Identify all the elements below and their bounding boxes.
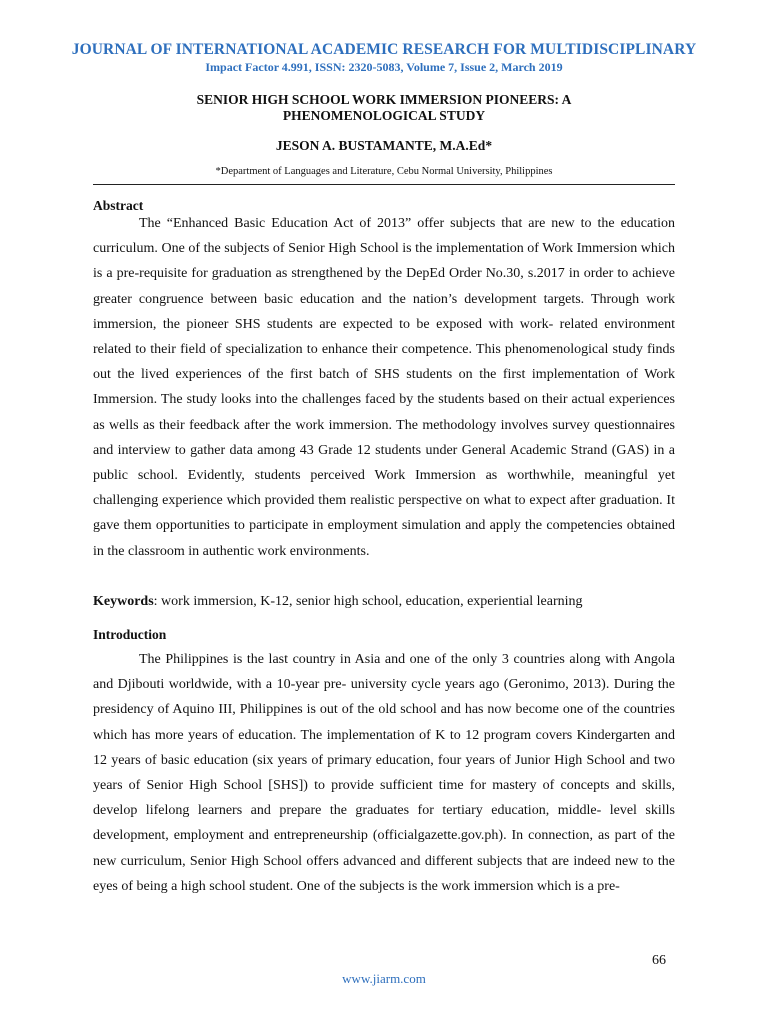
journal-name: JOURNAL OF INTERNATIONAL ACADEMIC RESEARCH FOR MULTIDISCIPLINARY bbox=[71, 41, 697, 58]
keywords-line bbox=[93, 591, 675, 613]
author-name: JESON A. BUSTAMANTE, M.A.Ed* bbox=[275, 138, 493, 153]
abstract-body: The “Enhanced Basic Education Act of 2013” offer subjects that are new to the education curriculum. One of the subjects of Senior High School is the implementation of Work Immersion which is a pre-requisite for graduation as strengthened by the DepEd Order No.30, s.2017 in order to achieve greater congruence between basic education and the nation’s development targets. Through work immersion, the pioneer SHS students are expected to be exposed with work- related environment related to their field of specialization to enhance their competence. This phenomenological study finds out the lived experiences of the first batch of SHS students on the first implementation of Work Immersion. The study looks into the challenges faced by the students based on their actual experiences as wells as their feedback after the work immersion. The methodology involves survey questionnaires and interview to gather data among 43 Grade 12 students under General Academic Strand (GAS) in a public school. Evidently, students perceived Work Immersion as worthwhile, meaningful yet challenging experience which provided them realistic perspective on what to expect after graduation. It gave them opportunities to participate in employment simulation and apply the competencies obtained in the classroom in authentic work environments. bbox=[93, 216, 675, 559]
introduction-heading: Introduction bbox=[93, 627, 167, 642]
header-divider bbox=[93, 184, 675, 185]
footer-url[interactable]: www.jiarm.com bbox=[342, 971, 426, 986]
author-affiliation: *Department of Languages and Literature, Cebu Normal University, Philippines bbox=[215, 166, 553, 177]
journal-details: Impact Factor 4.991, ISSN: 2320-5083, Volume 7, Issue 2, March 2019 bbox=[205, 60, 563, 74]
keywords-text: : work immersion, K-12, senior high school, education, experiential learning bbox=[153, 594, 583, 609]
paper-title: SENIOR HIGH SCHOOL WORK IMMERSION PIONEERS: A PHENOMENOLOGICAL STUDY bbox=[196, 92, 572, 123]
page-number: 66 bbox=[652, 953, 666, 968]
introduction-body: The Philippines is the last country in Asia and one of the only 3 countries along with Angola and Djibouti worldwide, with a 10-year pre- university cycle years ago (Geronimo, 2013). During the presidency of Aquino III, Philippines is out of the old school and has now become one of the countries which has more years of education. The implementation of K to 12 program covers Kindergarten and 12 years of basic education (six years of primary education, four years of Junior High School and two years of Senior High School [SHS]) to provide sufficient time for mastery of concepts and skills, develop lifelong learners and prepare the graduates for tertiary education, middle- level skills development, employment and entrepreneurship (officialgazette.gov.ph). In connection, as part of the new curriculum, Senior High School offers advanced and different subjects that are indeed new to the eyes of being a high school student. One of the subjects is the work immersion which is a pre- bbox=[93, 652, 675, 894]
abstract-heading: Abstract bbox=[93, 198, 144, 213]
keywords-label: Keywords bbox=[93, 594, 154, 609]
